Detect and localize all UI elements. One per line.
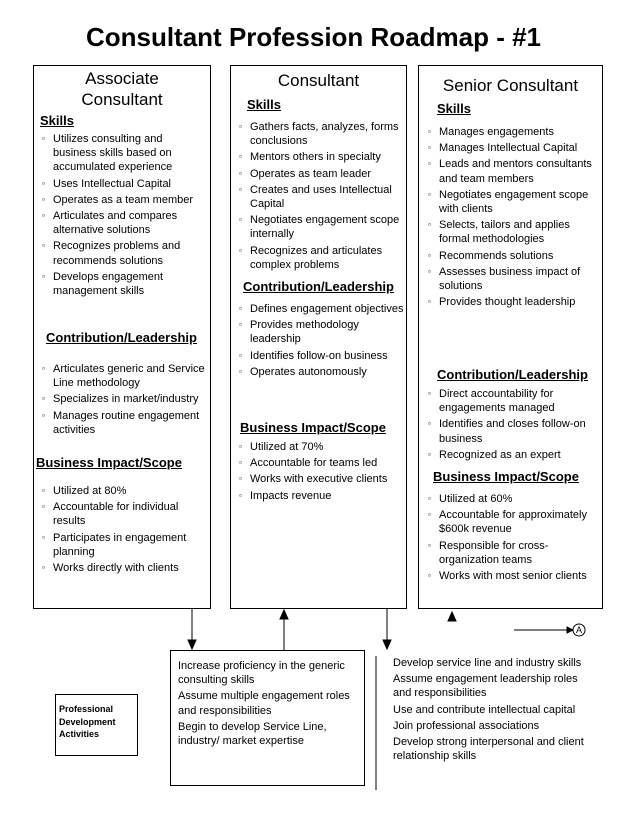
list-item: ▫ Operates as a team member: [40, 193, 208, 207]
list-item: ▫ Develops engagement management skills: [40, 270, 208, 298]
contribution-heading: Contribution/Leadership: [46, 330, 197, 345]
list-item: ▫ Identifies and closes follow-on business: [426, 417, 602, 445]
list-item: ▫ Utilized at 80%: [40, 484, 208, 498]
list-item: ▫ Mentors others in specialty: [237, 150, 405, 164]
list-item: ▫ Assesses business impact of solutions: [426, 265, 602, 293]
list-item: ▫ Defines engagement objectives: [237, 302, 405, 316]
impact-heading: Business Impact/Scope: [433, 469, 579, 484]
connector-arrow: [514, 627, 573, 633]
list-item: ▫ Identifies follow-on business: [237, 349, 405, 363]
list-item: ▫ Responsible for cross-organization teams: [426, 539, 602, 567]
skills-heading: Skills: [247, 97, 281, 112]
list-item: Begin to develop Service Line, industry/ market expertise: [178, 720, 327, 748]
list-item: ▫ Selects, tailors and applies formal methodologies: [426, 218, 602, 246]
list-item: Use and contribute intellectual capital: [393, 703, 576, 716]
contribution-heading: Contribution/Leadership: [437, 367, 588, 382]
impact-heading: Business Impact/Scope: [36, 455, 182, 470]
list-item: ▫ Accountable for individual results: [40, 500, 208, 528]
activities-right-list: [393, 656, 593, 763]
list-item: Assume multiple engagement roles and responsibilities: [178, 690, 350, 717]
pda-label-box: [55, 694, 138, 756]
list-item: ▫ Negotiates engagement scope with clients: [426, 188, 602, 216]
skills-heading: Skills: [437, 101, 471, 116]
column-heading: Associate Consultant: [81, 69, 163, 109]
column-heading: Consultant: [277, 71, 360, 90]
list-item: Develop service line and industry skills: [393, 657, 582, 669]
list-item: ▫ Impacts revenue: [237, 489, 405, 503]
list-item: ▫ Provides thought leadership: [426, 295, 602, 309]
list-item: Develop strong interpersonal and client relationship skills: [393, 736, 584, 763]
list-item: ▫ Accountable for teams led: [237, 456, 405, 470]
list-item: ▫ Accountable for approximately $600k revenue: [426, 508, 602, 536]
up-arrow-senior: [448, 612, 456, 621]
list-item: ▫ Utilizes consulting and business skills based on accumulated experience: [40, 132, 208, 175]
skills-heading: Skills: [40, 113, 74, 128]
list-item: ▫ Creates and uses Intellectual Capital: [237, 183, 405, 211]
list-item: ▫ Works with executive clients: [237, 472, 405, 486]
activities-box-left: [170, 650, 365, 786]
list-item: Join professional associations: [393, 719, 540, 732]
list-item: ▫ Manages routine engagement activities: [40, 409, 208, 437]
list-item: ▫ Recognizes and articulates complex problems: [237, 244, 405, 272]
list-item: ▫ Negotiates engagement scope internally: [237, 213, 405, 241]
page-title: Consultant Profession Roadmap - #1: [85, 22, 542, 52]
down-arrow-consultant: [383, 609, 391, 649]
list-item: Increase proficiency in the generic consulting skills: [178, 660, 345, 687]
list-item: ▫ Utilized at 70%: [237, 440, 405, 454]
list-item: ▫ Works directly with clients: [40, 561, 208, 575]
list-item: ▫ Gathers facts, analyzes, forms conclusions: [237, 120, 405, 148]
list-item: ▫ Works with most senior clients: [426, 569, 602, 583]
list-item: Assume engagement leadership roles and responsibilities: [393, 673, 578, 700]
list-item: ▫ Articulates generic and Service Line methodology: [40, 362, 208, 390]
list-item: ▫ Provides methodology leadership: [237, 318, 405, 346]
list-item: ▫ Recommends solutions: [426, 249, 602, 263]
up-arrow-consultant: [280, 610, 288, 650]
list-item: ▫ Leads and mentors consultants and team members: [426, 157, 602, 185]
list-item: ▫ Operates autonomously: [237, 365, 405, 379]
list-item: ▫ Participates in engagement planning: [40, 531, 208, 559]
column-heading: Senior Consultant: [442, 76, 579, 95]
list-item: ▫ Recognizes problems and recommends solutions: [40, 239, 208, 267]
activities-right: [393, 656, 593, 765]
contribution-heading: Contribution/Leadership: [243, 279, 394, 294]
list-item: ▫ Utilized at 60%: [426, 492, 602, 506]
down-arrow-associate: [188, 609, 196, 649]
connector-label: A: [575, 625, 582, 635]
list-item: ▫ Specializes in market/industry: [40, 392, 208, 406]
pda-label: Professional Development Activities: [59, 704, 116, 739]
impact-heading: Business Impact/Scope: [240, 420, 386, 435]
list-item: ▫ Manages engagements: [426, 125, 602, 139]
activities-left-list: [178, 659, 358, 748]
list-item: ▫ Recognized as an expert: [426, 448, 602, 462]
list-item: ▫ Manages Intellectual Capital: [426, 141, 602, 155]
list-item: ▫ Uses Intellectual Capital: [40, 177, 208, 191]
list-item: ▫ Direct accountability for engagements managed: [426, 387, 602, 415]
list-item: ▫ Articulates and compares alternative solutions: [40, 209, 208, 237]
list-item: ▫ Operates as team leader: [237, 167, 405, 181]
